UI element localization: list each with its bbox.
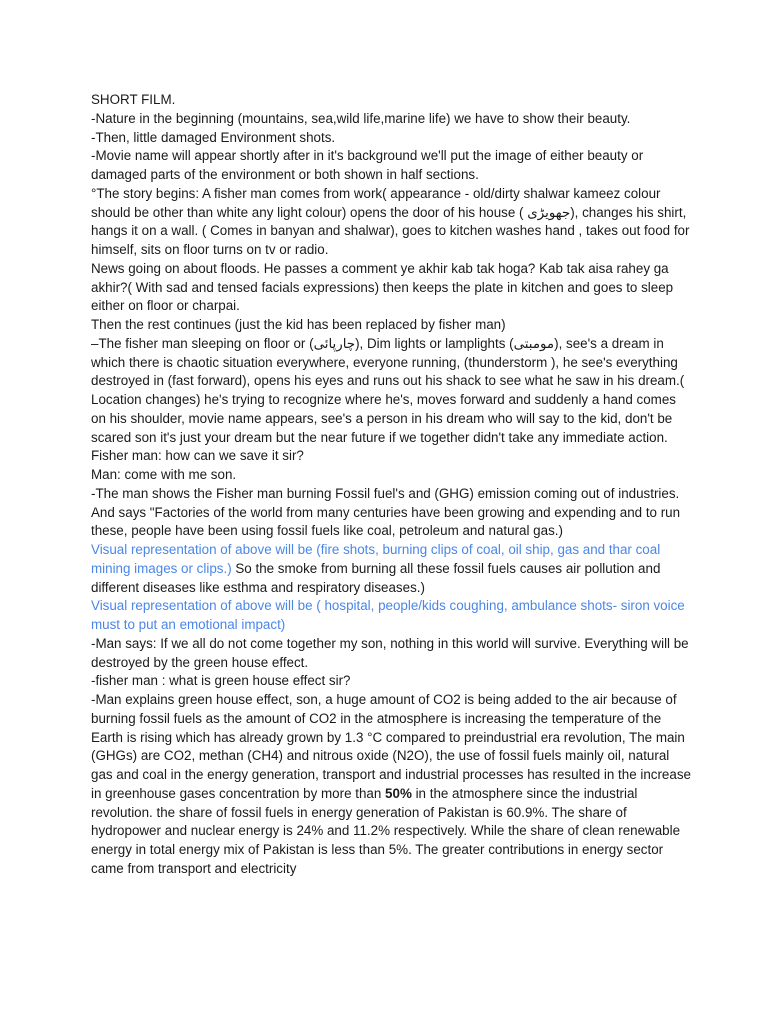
urdu-word-house: جھویڑی bbox=[527, 204, 571, 220]
paragraph-damaged-shots: -Then, little damaged Environment shots. bbox=[91, 129, 336, 145]
paragraph-man-says: -Man says: If we all do not come together my son, nothing in this world will survive. Everything will be destroyed by the green house effect. bbox=[91, 635, 689, 670]
document-title: SHORT FILM. bbox=[91, 92, 176, 107]
dialogue-fisher-man: Fisher man: how can we save it sir? bbox=[91, 448, 304, 464]
explanation-text-end: in the atmosphere since the industrial revolution. the share of fossil fuels in energy generation of Pakistan is 60.9%. The share of hydropower and nuclear energy is 24% and 11.2% respectively. While the share of clean renewable energy in total energy mix of Pakistan is less than 5%. The greater contributions in energy sector came from transport and electricity bbox=[91, 785, 681, 876]
urdu-word-charpai: چارپائی bbox=[313, 335, 356, 351]
dialogue-man: Man: come with me son. bbox=[91, 467, 237, 482]
dialogue-green-house-question: -fisher man : what is green house effect sir? bbox=[91, 673, 351, 689]
dream-text-start: –The fisher man sleeping on floor or ( bbox=[91, 335, 314, 351]
story-text-start: °The story begins: A fisher man comes from work( appearance - old/dirty shalwar kameez colour should be other than white any light colour) opens the door of his house ( bbox=[91, 185, 661, 220]
visual-note-hospital: Visual representation of above will be ( hospital, people/kids coughing, ambulance shots- siron voice must to put an emotional impact) bbox=[91, 598, 685, 632]
story-text-end: ), changes his shirt, hangs it on a wall. ( Comes in banyan and shalwar), goes to kitchen washes hand , takes out food for himself, sits on floor turns on tv or radio. bbox=[91, 204, 690, 257]
urdu-word-candle: مومبتی bbox=[513, 335, 555, 351]
paragraph-story-begins bbox=[91, 185, 691, 260]
paragraph-visual-fire bbox=[91, 541, 691, 597]
paragraph-nature: -Nature in the beginning (mountains, sea,wild life,marine life) we have to show their beauty. bbox=[91, 110, 631, 126]
explanation-text-start: -Man explains green house effect, son, a huge amount of CO2 is being added to the air because of burning fossil fuels as the amount of CO2 in the atmosphere is increasing the temperature of the Earth is rising which has already grown by 1.3 °C compared to preindustrial era revolution, The main (GHGs) are CO2, methan (CH4) and nitrous oxide (N2O), the use of fossil fuels mainly oil, natural gas and coal in the energy generation, transport and industrial processes has resulted in the increase in greenhouse gases concentration by more than bbox=[91, 692, 691, 801]
paragraph-rest-continues: Then the rest continues (just the kid has been replaced by fisher man) bbox=[91, 317, 506, 332]
paragraph-dream bbox=[91, 335, 691, 448]
paragraph-news-floods: News going on about floods. He passes a comment ye akhir kab tak hoga? Kab tak aisa rahey ga akhir?( With sad and tensed facials expressions) then keeps the plate in kitchen and goes to sleep either on floor or charpai. bbox=[91, 260, 674, 314]
dream-text-end: ), see's a dream in which there is chaotic situation everywhere, everyone running, (thunderstorm ), he see's everything destroyed in (fast forward), opens his eyes and runs out his shack to see what he saw in his dream.( Location changes) he's trying to recognize where he's, moves forward and suddenly a hand comes on his shoulder, movie name appears, see's a person in his dream who will say to the kid, don't be scared son it's just your dream but the near future if we together didn't take any immediate action. bbox=[91, 335, 685, 445]
paragraph-movie-name: -Movie name will appear shortly after in it's background we'll put the image of either beauty or damaged parts of the environment or both shown in half sections. bbox=[91, 148, 644, 182]
visual-note-fire: Visual representation of above will be (fire shots, burning clips of coal, oil ship, gas and thar coal mining images or clips.) bbox=[91, 542, 661, 576]
smoke-pollution-text: So the smoke from burning all these fossil fuels causes air pollution and different diseases like esthma and respiratory diseases.) bbox=[91, 560, 661, 595]
percent-highlight: 50% bbox=[385, 785, 412, 801]
paragraph-green-house-explanation bbox=[91, 691, 691, 879]
paragraph-fossil-fuels: -The man shows the Fisher man burning Fossil fuel's and (GHG) emission coming out of industries. And says "Factories of the world from many centuries have been growing and expending and to run these, people have been using fossil fuels like coal, petroleum and natural gas.) bbox=[91, 485, 681, 539]
dream-text-middle: ), Dim lights or lamplights ( bbox=[355, 335, 514, 351]
document-body bbox=[91, 91, 691, 879]
